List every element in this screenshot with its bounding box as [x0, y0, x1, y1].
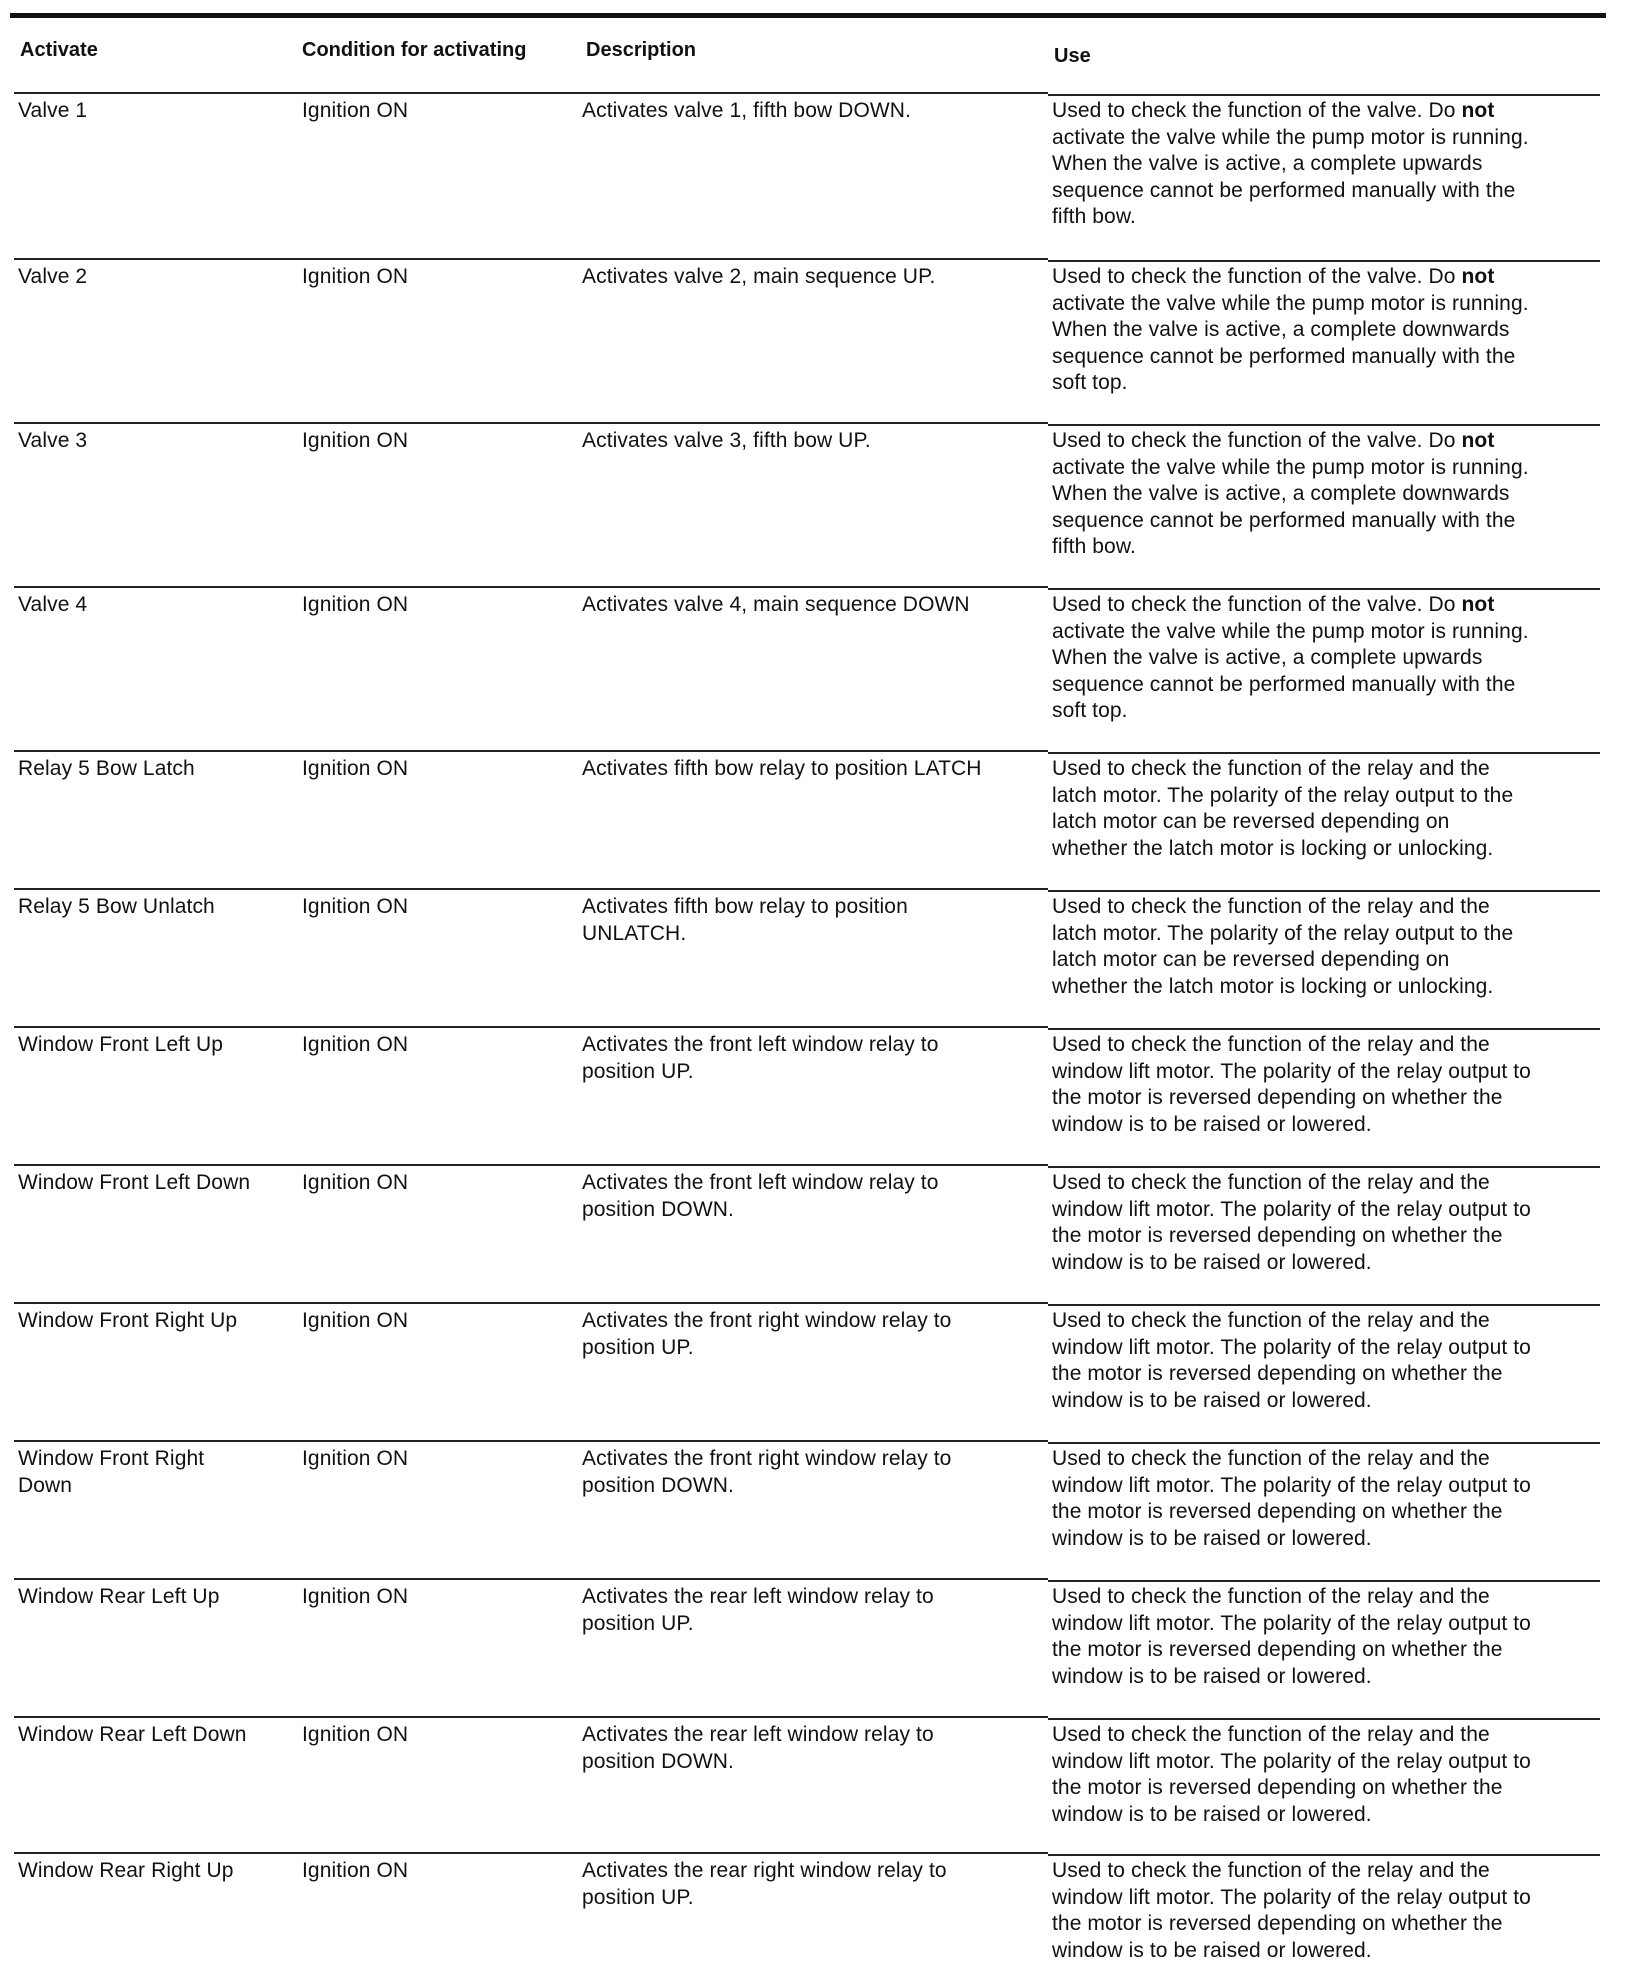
cell-condition: Ignition ON	[302, 1723, 409, 1746]
cell-use	[1052, 894, 1612, 1000]
use-emphasis: not	[1461, 99, 1495, 122]
row-divider	[1048, 752, 1600, 754]
row-divider	[14, 1578, 1048, 1580]
use-text: Used to check the function of the valve. Do	[1052, 429, 1462, 452]
use-emphasis: not	[1461, 429, 1495, 452]
cell-activate: Valve 2	[18, 265, 88, 288]
use-emphasis: not	[1461, 265, 1495, 288]
use-text: Used to check the function of the relay and the window lift motor. The polarity of the relay output to the motor is reversed depending on whether the window is to be raised or lowered.	[1052, 1309, 1531, 1412]
cell-use	[1052, 1584, 1612, 1690]
cell-activate: Valve 3	[18, 429, 88, 452]
cell-activate: Window Front Right Up	[18, 1309, 238, 1332]
cell-use	[1052, 1032, 1612, 1138]
use-text-rest: activate the valve while the pump motor is running. When the valve is active, a complete upwards sequence cannot be performed manually with the soft top.	[1052, 619, 1529, 722]
cell-activate: Relay 5 Bow Latch	[18, 757, 195, 780]
cell-activate: Valve 1	[18, 99, 88, 122]
cell-description: Activates fifth bow relay to position UNLATCH.	[582, 895, 908, 945]
row-divider	[1048, 1854, 1600, 1856]
row-divider	[1048, 1580, 1600, 1582]
cell-use	[1052, 1446, 1612, 1552]
cell-activate: Window Rear Left Down	[18, 1723, 247, 1746]
row-divider	[1048, 890, 1600, 892]
cell-activate: Window Front Left Down	[18, 1171, 251, 1194]
row-divider	[14, 750, 1048, 752]
cell-condition: Ignition ON	[302, 1447, 409, 1470]
cell-description: Activates the rear left window relay to position DOWN.	[582, 1723, 934, 1773]
cell-condition: Ignition ON	[302, 99, 409, 122]
top-rule	[10, 13, 1606, 18]
use-text: Used to check the function of the relay and the window lift motor. The polarity of the relay output to the motor is reversed depending on whether the window is to be raised or lowered.	[1052, 1859, 1531, 1962]
cell-use	[1052, 1170, 1612, 1276]
use-text: Used to check the function of the relay and the window lift motor. The polarity of the relay output to the motor is reversed depending on whether the window is to be raised or lowered.	[1052, 1033, 1531, 1136]
use-text-rest: activate the valve while the pump motor is running. When the valve is active, a complete downwards sequence cannot be performed manually with the soft top.	[1052, 291, 1529, 394]
cell-condition: Ignition ON	[302, 429, 409, 452]
use-text: Used to check the function of the valve. Do	[1052, 593, 1462, 616]
cell-description: Activates the front right window relay to position DOWN.	[582, 1447, 952, 1497]
cell-use	[1052, 1722, 1612, 1828]
cell-use	[1052, 98, 1612, 231]
cell-condition: Ignition ON	[302, 1859, 409, 1882]
use-text: Used to check the function of the valve. Do	[1052, 99, 1462, 122]
cell-activate: Window Rear Right Up	[18, 1859, 234, 1882]
cell-description: Activates the rear left window relay to position UP.	[582, 1585, 934, 1635]
cell-activate: Valve 4	[18, 593, 88, 616]
cell-condition: Ignition ON	[302, 1309, 409, 1332]
row-divider	[1048, 1028, 1600, 1030]
cell-activate: Window Front Left Up	[18, 1033, 224, 1056]
cell-description: Activates valve 3, fifth bow UP.	[582, 429, 871, 452]
cell-activate: Relay 5 Bow Unlatch	[18, 895, 215, 918]
use-text: Used to check the function of the relay and the latch motor. The polarity of the relay output to the latch motor can be reversed depending on whether the latch motor is locking or unlocking.	[1052, 757, 1514, 860]
row-divider	[1048, 1304, 1600, 1306]
use-text: Used to check the function of the relay and the window lift motor. The polarity of the relay output to the motor is reversed depending on whether the window is to be raised or lowered.	[1052, 1585, 1531, 1688]
row-divider	[14, 1440, 1048, 1442]
use-text: Used to check the function of the valve. Do	[1052, 265, 1462, 288]
row-divider	[14, 1716, 1048, 1718]
row-divider	[14, 1164, 1048, 1166]
cell-use	[1052, 1308, 1612, 1414]
header-description: Description	[586, 39, 697, 61]
row-divider	[14, 1852, 1048, 1854]
cell-description: Activates the front right window relay to position UP.	[582, 1309, 952, 1359]
cell-description: Activates valve 4, main sequence DOWN	[582, 593, 970, 616]
cell-use	[1052, 1858, 1612, 1964]
cell-condition: Ignition ON	[302, 895, 409, 918]
cell-use	[1052, 592, 1612, 725]
cell-condition: Ignition ON	[302, 265, 409, 288]
row-divider	[1048, 1166, 1600, 1168]
cell-use	[1052, 428, 1612, 561]
use-text-rest: activate the valve while the pump motor is running. When the valve is active, a complete upwards sequence cannot be performed manually with the fifth bow.	[1052, 125, 1529, 228]
cell-use	[1052, 264, 1612, 397]
use-text-rest: activate the valve while the pump motor is running. When the valve is active, a complete downwards sequence cannot be performed manually with the fifth bow.	[1052, 455, 1529, 558]
row-divider	[1048, 588, 1600, 590]
cell-description: Activates the rear right window relay to position UP.	[582, 1859, 947, 1909]
cell-description: Activates fifth bow relay to position LATCH	[582, 757, 982, 780]
row-divider	[1048, 424, 1600, 426]
cell-condition: Ignition ON	[302, 757, 409, 780]
cell-condition: Ignition ON	[302, 1033, 409, 1056]
cell-activate: Window Rear Left Up	[18, 1585, 220, 1608]
use-text: Used to check the function of the relay and the window lift motor. The polarity of the relay output to the motor is reversed depending on whether the window is to be raised or lowered.	[1052, 1171, 1531, 1274]
header-use: Use	[1054, 45, 1091, 67]
use-text: Used to check the function of the relay and the window lift motor. The polarity of the relay output to the motor is reversed depending on whether the window is to be raised or lowered.	[1052, 1723, 1531, 1826]
header-activate: Activate	[20, 39, 98, 61]
use-text: Used to check the function of the relay and the window lift motor. The polarity of the relay output to the motor is reversed depending on whether the window is to be raised or lowered.	[1052, 1447, 1531, 1550]
cell-activate: Window Front Right Down	[18, 1447, 205, 1497]
cell-condition: Ignition ON	[302, 1171, 409, 1194]
cell-description: Activates valve 2, main sequence UP.	[582, 265, 936, 288]
use-text: Used to check the function of the relay and the latch motor. The polarity of the relay output to the latch motor can be reversed depending on whether the latch motor is locking or unlocking.	[1052, 895, 1514, 998]
cell-condition: Ignition ON	[302, 593, 409, 616]
row-divider	[14, 92, 1048, 94]
row-divider	[1048, 94, 1600, 96]
row-divider	[14, 888, 1048, 890]
row-divider	[1048, 1442, 1600, 1444]
row-divider	[1048, 1718, 1600, 1720]
cell-description: Activates the front left window relay to position UP.	[582, 1033, 939, 1083]
row-divider	[14, 1026, 1048, 1028]
row-divider	[14, 422, 1048, 424]
cell-use	[1052, 756, 1612, 862]
cell-condition: Ignition ON	[302, 1585, 409, 1608]
row-divider	[14, 586, 1048, 588]
use-emphasis: not	[1461, 593, 1495, 616]
header-condition: Condition for activating	[302, 39, 527, 61]
row-divider	[1048, 260, 1600, 262]
row-divider	[14, 1302, 1048, 1304]
row-divider	[14, 258, 1048, 260]
cell-description: Activates valve 1, fifth bow DOWN.	[582, 99, 912, 122]
cell-description: Activates the front left window relay to position DOWN.	[582, 1171, 939, 1221]
